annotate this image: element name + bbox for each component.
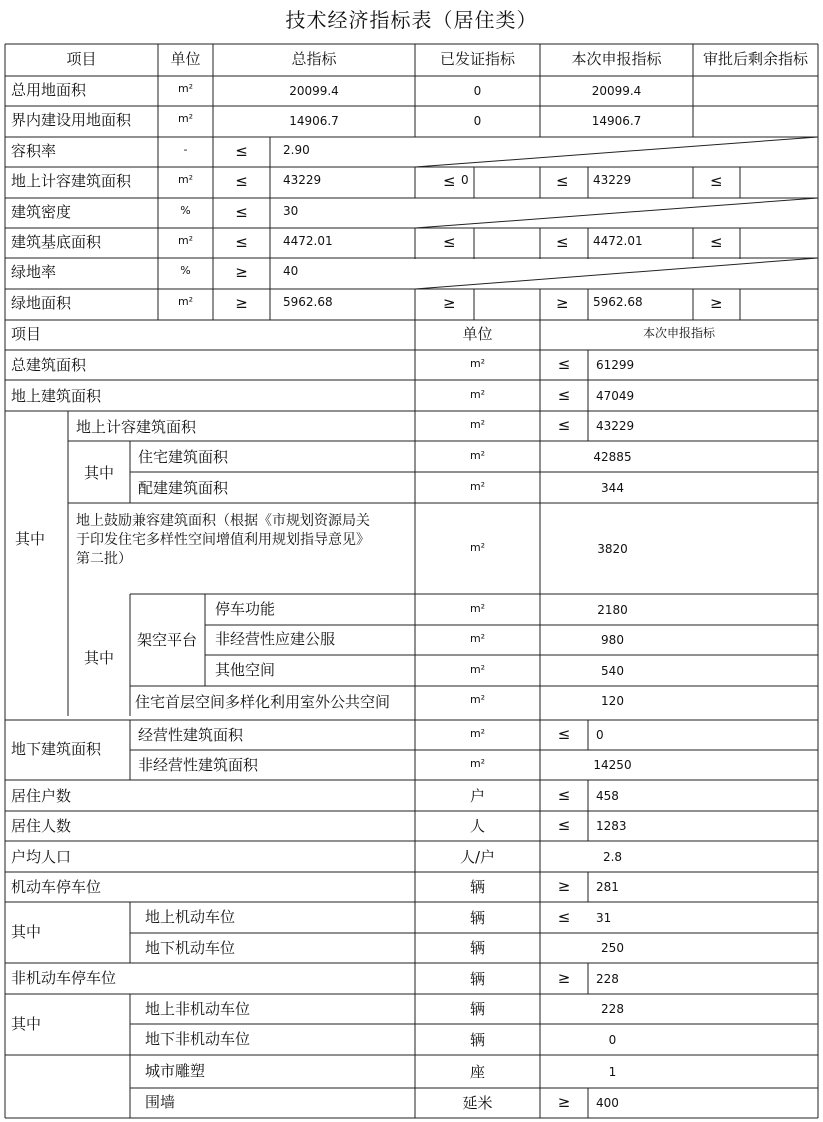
- total-value: 20099.4: [289, 84, 339, 98]
- unit-cell: m²: [177, 234, 194, 247]
- row-label: 地下机动车位: [145, 939, 236, 957]
- group-label: 其中: [15, 530, 46, 548]
- operator-symbol: ≥: [235, 263, 248, 281]
- column-header: 审批后剩余指标: [702, 50, 808, 68]
- unit-cell: m²: [469, 540, 486, 554]
- row-label: 非机动车停车位: [11, 969, 117, 987]
- operator-symbol: ≤: [443, 233, 456, 251]
- reported-value: 2180: [597, 602, 628, 617]
- unit-cell: m²: [469, 479, 486, 493]
- row-label: 建筑基底面积: [11, 233, 102, 251]
- reported-value: 14250: [593, 758, 632, 772]
- row-label: 机动车停车位: [11, 878, 102, 896]
- row-label: 总用地面积: [11, 81, 87, 99]
- operator-symbol: ≥: [557, 968, 571, 987]
- reported-value: 228: [601, 1002, 624, 1016]
- row-label: 户均人口: [11, 848, 72, 866]
- unit-cell: 座: [469, 1062, 485, 1081]
- column-header: 项目: [11, 325, 42, 343]
- reported-value: 228: [596, 971, 619, 986]
- operator-symbol: ≥: [443, 294, 456, 312]
- reported-value: 0: [608, 1032, 617, 1047]
- unit-cell: m²: [469, 601, 486, 615]
- total-value: 30: [283, 204, 299, 218]
- column-header: 总指标: [291, 50, 337, 68]
- row-label: 地下非机动车位: [145, 1030, 251, 1048]
- unit-cell: m²: [177, 173, 194, 186]
- operator-symbol: ≤: [235, 233, 248, 251]
- row-label: 地上计容建筑面积: [76, 418, 197, 436]
- row-label: 居住户数: [11, 787, 72, 805]
- group-label: 架空平台: [137, 631, 198, 649]
- operator-symbol: ≤: [556, 233, 569, 251]
- unit-cell: m²: [469, 727, 486, 740]
- current-value: 5962.68: [593, 295, 643, 309]
- reported-value: 281: [596, 880, 619, 894]
- unit-cell: 辆: [469, 1030, 485, 1049]
- operator-symbol: ≥: [235, 294, 248, 312]
- unit-cell: m²: [469, 418, 486, 431]
- unit-cell: 辆: [469, 969, 485, 988]
- diagonal-line: [415, 198, 818, 228]
- row-label: 城市雕塑: [145, 1062, 206, 1080]
- unit-cell: m²: [469, 757, 486, 770]
- operator-symbol: ≤: [557, 785, 571, 804]
- current-value: 20099.4: [591, 84, 642, 98]
- issued-value: 0: [461, 173, 469, 187]
- total-value: 2.90: [283, 143, 310, 157]
- reported-value: 43229: [596, 419, 635, 433]
- operator-symbol: ≤: [710, 172, 723, 190]
- operator-symbol: ≤: [557, 907, 571, 926]
- column-header: 项目: [66, 50, 97, 68]
- unit-cell: %: [180, 264, 191, 277]
- column-header: 单位: [170, 50, 201, 68]
- column-header: 本次申报指标: [571, 50, 662, 68]
- unit-cell: m²: [469, 662, 486, 676]
- reported-value: 980: [601, 633, 624, 647]
- reported-value: 31: [596, 910, 612, 925]
- total-value: 5962.68: [283, 295, 333, 309]
- reported-value: 120: [601, 694, 624, 708]
- unit-cell: 延米: [462, 1094, 493, 1112]
- reported-value: 540: [601, 663, 624, 678]
- group-label: 其中: [11, 1015, 42, 1033]
- group-label: 地下建筑面积: [11, 740, 102, 758]
- row-label: 容积率: [11, 142, 57, 160]
- reported-value: 61299: [596, 358, 635, 372]
- unit-cell: m²: [469, 357, 486, 370]
- operator-symbol: ≤: [557, 725, 571, 743]
- reported-value: 47049: [596, 388, 635, 403]
- unit-cell: 辆: [469, 878, 485, 896]
- unit-cell: 人/户: [459, 847, 496, 866]
- row-label: 住宅建筑面积: [138, 448, 229, 466]
- column-header: 已发证指标: [439, 50, 515, 68]
- group-label: 其中: [84, 649, 115, 667]
- current-value: 14906.7: [591, 114, 642, 128]
- operator-symbol: ≥: [557, 1093, 571, 1111]
- row-label: 地上非机动车位: [145, 1000, 251, 1018]
- reported-value: 458: [596, 788, 619, 803]
- unit-cell: m²: [469, 448, 486, 462]
- row-label: 停车功能: [215, 600, 276, 618]
- operator-symbol: ≤: [557, 416, 571, 434]
- reported-value: 1283: [596, 819, 627, 833]
- reported-value: 42885: [593, 449, 632, 464]
- row-label: 居住人数: [11, 817, 72, 835]
- operator-symbol: ≤: [443, 172, 456, 190]
- reported-value: 400: [596, 1096, 619, 1110]
- column-header: 本次申报指标: [642, 326, 715, 340]
- unit-cell: 辆: [469, 1000, 485, 1018]
- reported-value: 1: [608, 1064, 617, 1079]
- diagonal-line: [415, 258, 818, 289]
- row-label: 绿地率: [11, 263, 57, 281]
- diagonal-line: [415, 137, 818, 167]
- row-label: 非经营性应建公服: [215, 630, 336, 648]
- operator-symbol: ≤: [557, 816, 571, 834]
- current-value: 43229: [593, 173, 632, 187]
- row-label: 地上机动车位: [145, 908, 236, 926]
- unit-cell: 辆: [469, 939, 485, 957]
- unit-cell: m²: [469, 387, 486, 401]
- total-value: 4472.01: [283, 234, 333, 248]
- operator-symbol: ≤: [557, 385, 571, 404]
- reported-value: 0: [596, 728, 604, 742]
- operator-symbol: ≤: [556, 172, 569, 190]
- unit-cell: m²: [177, 112, 194, 125]
- row-label: 住宅首层空间多样化利用室外公共空间: [135, 693, 391, 711]
- unit-cell: m²: [469, 632, 486, 645]
- operator-symbol: ≤: [557, 355, 571, 373]
- row-label: 地上计容建筑面积: [11, 172, 132, 190]
- unit-cell: 人: [469, 817, 485, 835]
- row-label: 地上建筑面积: [11, 387, 102, 405]
- page-title: 技术经济指标表（居住类）: [285, 8, 538, 32]
- column-header: 单位: [462, 325, 493, 343]
- row-label: 总建筑面积: [11, 356, 87, 374]
- operator-symbol: ≤: [235, 203, 248, 221]
- reported-value: 344: [601, 480, 624, 495]
- unit-cell: m²: [177, 295, 194, 308]
- row-label: 经营性建筑面积: [138, 726, 244, 744]
- reported-value: 250: [601, 941, 624, 955]
- row-label: 建筑密度: [11, 203, 72, 221]
- unit-cell: 辆: [469, 908, 485, 927]
- reported-value: 3820: [597, 541, 628, 556]
- operator-symbol: ≥: [557, 877, 571, 895]
- operator-symbol: ≥: [556, 294, 569, 312]
- operator-symbol: ≥: [710, 294, 723, 312]
- total-value: 40: [283, 264, 299, 278]
- operator-symbol: ≤: [235, 172, 248, 190]
- unit-cell: -: [183, 143, 188, 156]
- row-label: 绿地面积: [11, 294, 72, 312]
- total-value: 14906.7: [289, 114, 339, 128]
- group-label: 其中: [84, 464, 115, 482]
- operator-symbol: ≤: [710, 233, 723, 251]
- unit-cell: 户: [469, 786, 485, 805]
- row-label: 围墙: [145, 1093, 176, 1111]
- current-value: 4472.01: [593, 234, 643, 248]
- unit-cell: m²: [177, 82, 194, 95]
- reported-value: 2.8: [602, 849, 623, 864]
- issued-value: 0: [473, 114, 482, 128]
- unit-cell: m²: [469, 693, 486, 706]
- unit-cell: %: [180, 204, 191, 217]
- row-label: 其他空间: [215, 661, 276, 679]
- row-label: 地上鼓励兼容建筑面积（根据《市规划资源局关于印发住宅多样性空间增值利用规划指导意见》第二批）: [76, 513, 370, 567]
- total-value: 43229: [283, 173, 322, 187]
- row-label: 非经营性建筑面积: [138, 756, 259, 774]
- group-label: 其中: [11, 923, 42, 941]
- row-label: 界内建设用地面积: [11, 111, 132, 129]
- operator-symbol: ≤: [235, 142, 248, 160]
- row-label: 配建建筑面积: [138, 479, 229, 497]
- issued-value: 0: [473, 84, 482, 98]
